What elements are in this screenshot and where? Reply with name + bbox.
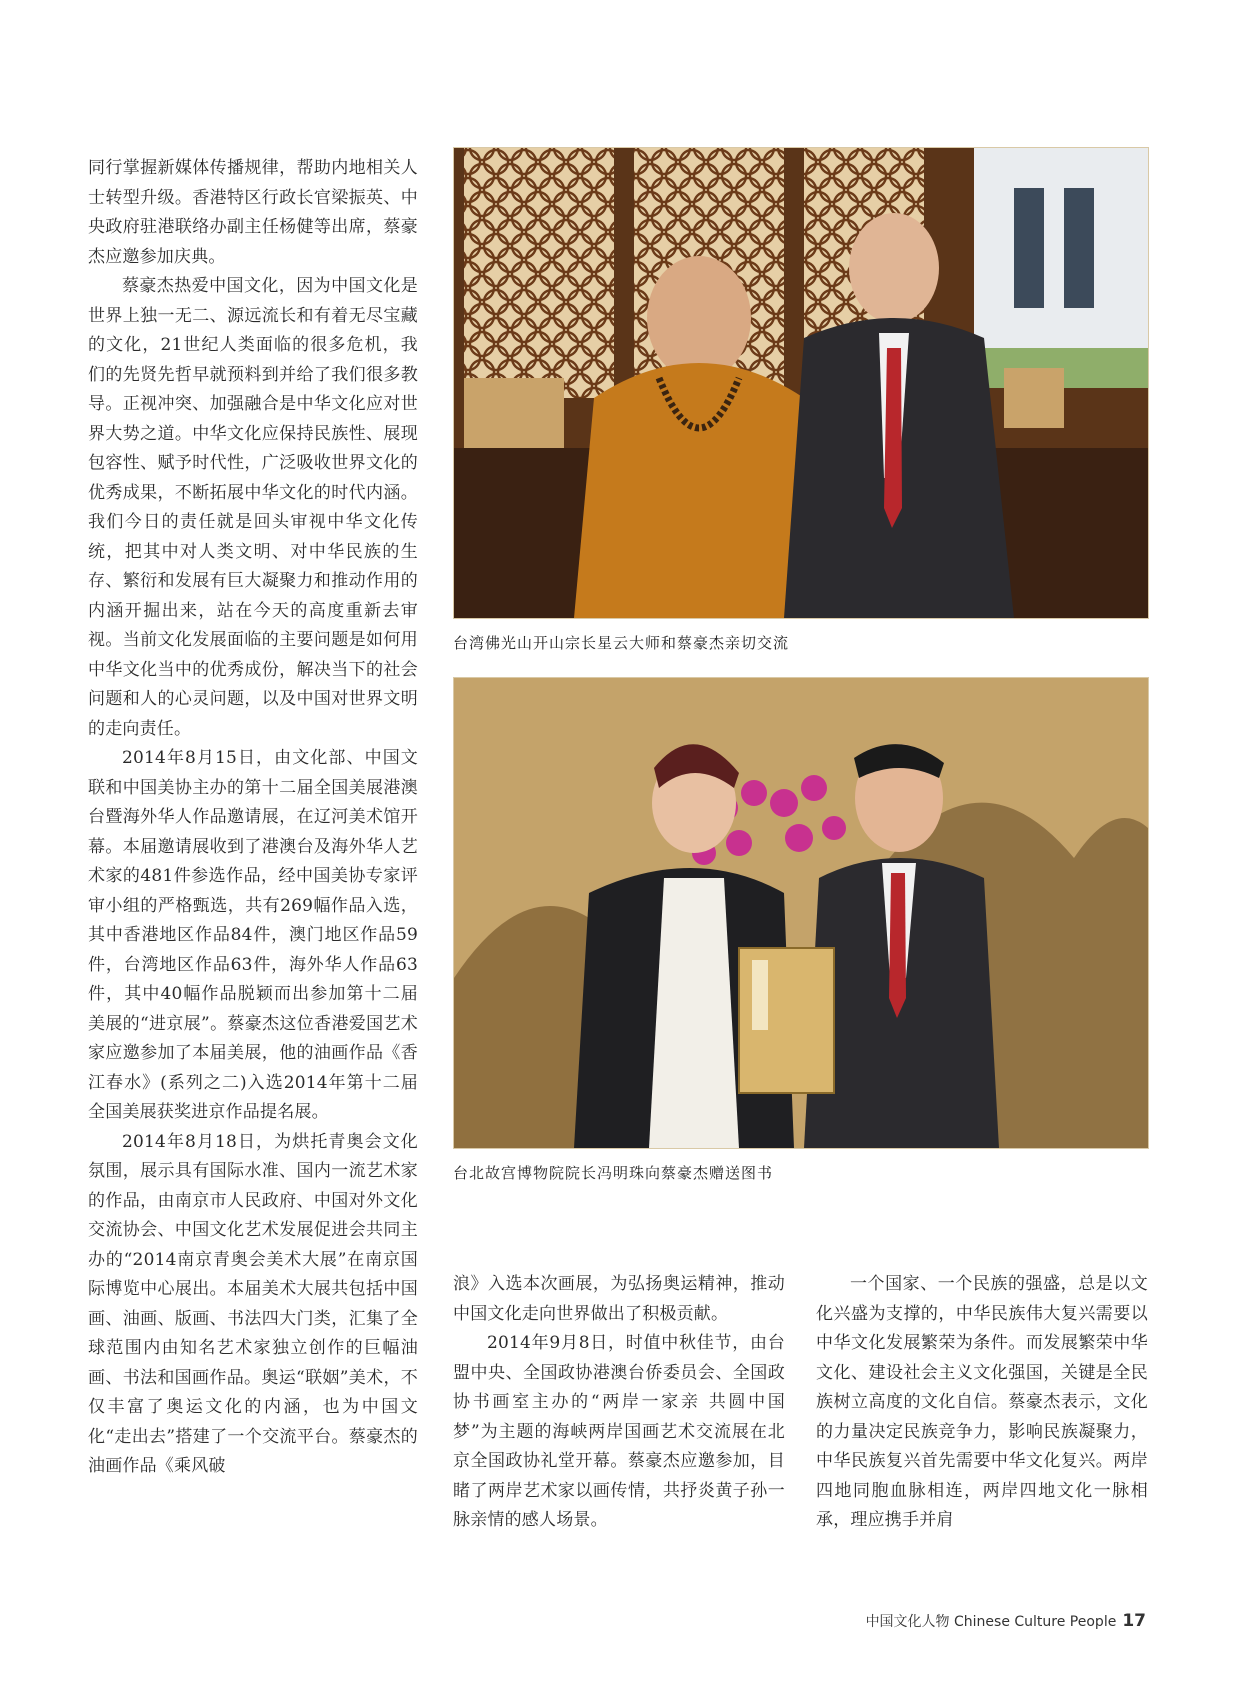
text-column-left — [88, 154, 418, 1482]
paragraph: 蔡豪杰热爱中国文化，因为中国文化是世界上独一无二、源远流长和有着无尽宝藏的文化，21世纪人类面临的很多危机，我们的先贤先哲早就预料到并给了我们很多教导。正视冲突、加强融合是中华文化应对世界大势之道。中华文化应保持民族性、展现包容性、赋予时代性，广泛吸收世界文化的优秀成果，不断拓展中华文化的时代内涵。我们今日的责任就是回头审视中华文化传统，把其中对人类文明、对中华民族的生存、繁衍和发展有巨大凝聚力和推动作用的内涵开掘出来，站在今天的高度重新去审视。当前文化发展面临的主要问题是如何用中华文化当中的优秀成份，解决当下的社会问题和人的心灵问题，以及中国对世界文明的走向责任。 — [88, 276, 418, 739]
paragraph: 一个国家、一个民族的强盛，总是以文化兴盛为支撑的，中华民族伟大复兴需要以中华文化发展繁荣为条件。而发展繁荣中华文化、建设社会主义文化强国，关键是全民族树立高度的文化自信。蔡豪杰表示，文化的力量决定民族竞争力，影响民族凝聚力，中华民族复兴首先需要中华文化复兴。两岸四地同胞血脉相连，两岸四地文化一脉相承，理应携手并肩 — [816, 1274, 1148, 1530]
photo-caption: 台湾佛光山开山宗长星云大师和蔡豪杰亲切交流 — [453, 634, 790, 652]
paragraph: 同行掌握新媒体传播规律，帮助内地相关人士转型升级。香港特区行政长官梁振英、中央政府驻港联络办副主任杨健等出席，蔡豪杰应邀参加庆典。 — [88, 158, 418, 267]
photo-monk-meeting — [453, 147, 1149, 619]
photo-book-gift — [453, 677, 1149, 1149]
paragraph: 2014年9月8日，时值中秋佳节，由台盟中央、全国政协港澳台侨委员会、全国政协书画室主办的“两岸一家亲 共圆中国梦”为主题的海峡两岸国画艺术交流展在北京全国政协礼堂开幕。蔡豪杰应邀参加，目睹了两岸艺术家以画传情，共抒炎黄子孙一脉亲情的感人场景。 — [453, 1333, 785, 1530]
photo-caption: 台北故宫博物院院长冯明珠向蔡豪杰赠送图书 — [453, 1164, 774, 1182]
page-number: 17 — [1122, 1611, 1146, 1631]
text-column-right — [816, 1270, 1148, 1536]
photo-book-gift-illustration — [454, 678, 1148, 1148]
photo-monk-meeting-illustration — [454, 148, 1148, 618]
paragraph: 2014年8月18日，为烘托青奥会文化氛围，展示具有国际水准、国内一流艺术家的作品，由南京市人民政府、中国对外文化交流协会、中国文化艺术发展促进会共同主办的“2014南京青奥会美术大展”在南京国际博览中心展出。本届美术大展共包括中国画、油画、版画、书法四大门类，汇集了全球范围内由知名艺术家独立创作的巨幅油画、书法和国画作品。奥运“联姻”美术，不仅丰富了奥运文化的内涵，也为中国文化“走出去”搭建了一个交流平台。蔡豪杰的油画作品《乘风破 — [88, 1131, 418, 1476]
page-footer — [866, 1611, 1146, 1631]
paragraph: 2014年8月15日，由文化部、中国文联和中国美协主办的第十二届全国美展港澳台暨海外华人作品邀请展，在辽河美术馆开幕。本届邀请展收到了港澳台及海外华人艺术家的481件参选作品，经中国美协专家评审小组的严格甄选，共有269幅作品入选，其中香港地区作品84件，澳门地区作品59件，台湾地区作品63件，海外华人作品63件，其中40幅作品脱颖而出参加第十二届美展的“进京展”。蔡豪杰这位香港爱国艺术家应邀参加了本届美展，他的油画作品《香江春水》(系列之二)入选2014年第十二届全国美展获奖进京作品提名展。 — [88, 748, 418, 1122]
magazine-name: 中国文化人物 Chinese Culture People — [865, 1614, 1117, 1630]
text-column-middle — [453, 1270, 785, 1536]
paragraph: 浪》入选本次画展，为弘扬奥运精神，推动中国文化走向世界做出了积极贡献。 — [453, 1274, 785, 1324]
